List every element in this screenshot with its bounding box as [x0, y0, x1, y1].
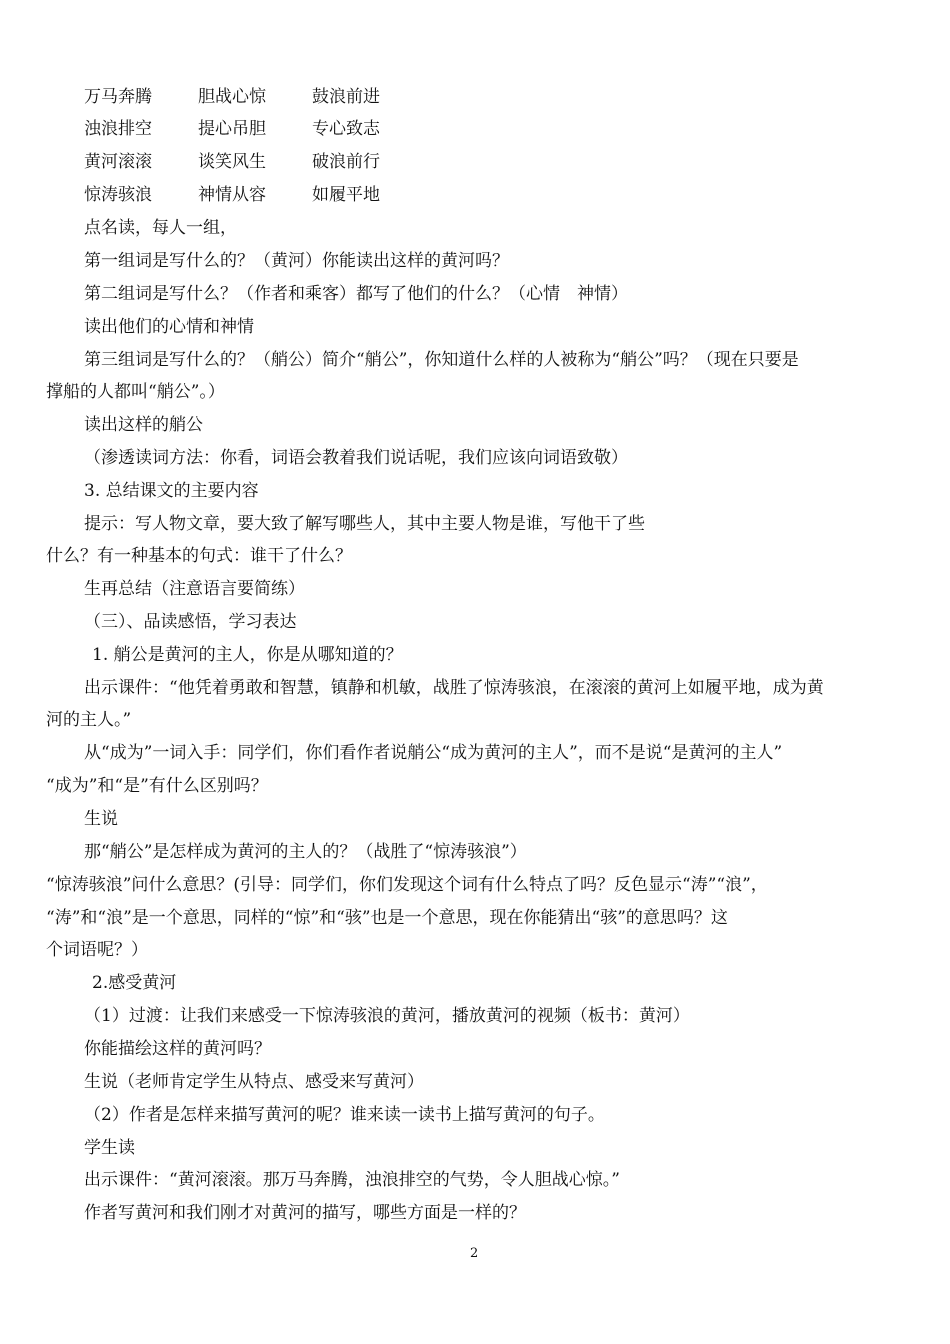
paragraph-line: 学生读: [84, 1138, 135, 1158]
paragraph-line: 生再总结（注意语言要简练）: [84, 579, 305, 599]
paragraph-line: “惊涛骇浪”问什么意思？(引导：同学们，你们发现这个词有什么特点了吗？反色显示“涛”“浪”，: [46, 875, 768, 895]
paragraph-line: 出示课件：“他凭着勇敢和智慧，镇静和机敏，战胜了惊涛骇浪，在滚滚的黄河上如履平地，成为黄: [84, 678, 824, 698]
word-group-row: [84, 86, 380, 108]
word: 胆战心惊: [198, 87, 266, 107]
paragraph-line: 读出这样的艄公: [84, 415, 203, 435]
paragraph-line: 个词语呢？）: [46, 940, 148, 960]
paragraph-line: 点名读，每人一组，: [84, 218, 237, 238]
word-group-row: [84, 118, 380, 140]
word: 破浪前行: [312, 152, 380, 172]
paragraph-line: （1）过渡：让我们来感受一下惊涛骇浪的黄河，播放黄河的视频（板书：黄河）: [84, 1006, 690, 1026]
paragraph-line: 你能描绘这样的黄河吗？: [84, 1039, 271, 1059]
word-group-row: [84, 184, 380, 206]
word: 神情从容: [198, 185, 266, 205]
paragraph-line: 生说: [84, 809, 118, 829]
paragraph-line: 从“成为”一词入手：同学们，你们看作者说艄公“成为黄河的主人”，而不是说“是黄河的主人”: [84, 743, 783, 763]
paragraph-line: 生说（老师肯定学生从特点、感受来写黄河）: [84, 1072, 424, 1092]
paragraph-line: 第三组词是写什么的？（艄公）简介“艄公”，你知道什么样的人被称为“艄公”吗？（现在只要是: [84, 350, 799, 370]
paragraph-line: （2）作者是怎样来描写黄河的呢？谁来读一读书上描写黄河的句子。: [84, 1105, 605, 1125]
word: 惊涛骇浪: [84, 185, 152, 205]
paragraph-line: 作者写黄河和我们刚才对黄河的描写，哪些方面是一样的？: [84, 1203, 526, 1223]
page-number: 2: [470, 1246, 479, 1261]
section-heading: （三）、品读感悟，学习表达: [84, 612, 297, 632]
paragraph-line: 1. 艄公是黄河的主人，你是从哪知道的？: [92, 645, 403, 665]
word: 黄河滚滚: [84, 152, 152, 172]
paragraph-line: 出示课件：“黄河滚滚。那万马奔腾，浊浪排空的气势，令人胆战心惊。”: [84, 1170, 620, 1190]
word: 鼓浪前进: [312, 87, 380, 107]
paragraph-line: 撑船的人都叫“艄公”。）: [46, 382, 225, 402]
word-group-row: [84, 151, 380, 173]
paragraph-line: “涛”和“浪”是一个意思，同样的“惊”和“骇”也是一个意思，现在你能猜出“骇”的意思吗？这: [46, 908, 728, 928]
word: 如履平地: [312, 185, 380, 205]
paragraph-line: 3. 总结课文的主要内容: [84, 481, 259, 501]
paragraph-line: 提示：写人物文章，要大致了解写哪些人，其中主要人物是谁，写他干了些: [84, 514, 645, 534]
word: 谈笑风生: [198, 152, 266, 172]
paragraph-line: （渗透读词方法：你看，词语会教着我们说话呢，我们应该向词语致敬）: [84, 448, 628, 468]
paragraph-line: 那“艄公”是怎样成为黄河的主人的？（战胜了“惊涛骇浪”）: [84, 842, 527, 862]
paragraph-line: “成为”和“是”有什么区别吗？: [46, 776, 268, 796]
paragraph-line: 第二组词是写什么？（作者和乘客）都写了他们的什么？（心情 神情）: [84, 284, 628, 304]
paragraph-line: 2.感受黄河: [92, 973, 177, 993]
paragraph-line: 读出他们的心情和神情: [84, 317, 254, 337]
word: 万马奔腾: [84, 87, 152, 107]
paragraph-line: 什么？有一种基本的句式：谁干了什么？: [46, 546, 352, 566]
word: 提心吊胆: [198, 119, 266, 139]
word: 浊浪排空: [84, 119, 152, 139]
word: 专心致志: [312, 119, 380, 139]
paragraph-line: 河的主人。”: [46, 710, 132, 730]
paragraph-line: 第一组词是写什么的？（黄河）你能读出这样的黄河吗？: [84, 251, 509, 271]
